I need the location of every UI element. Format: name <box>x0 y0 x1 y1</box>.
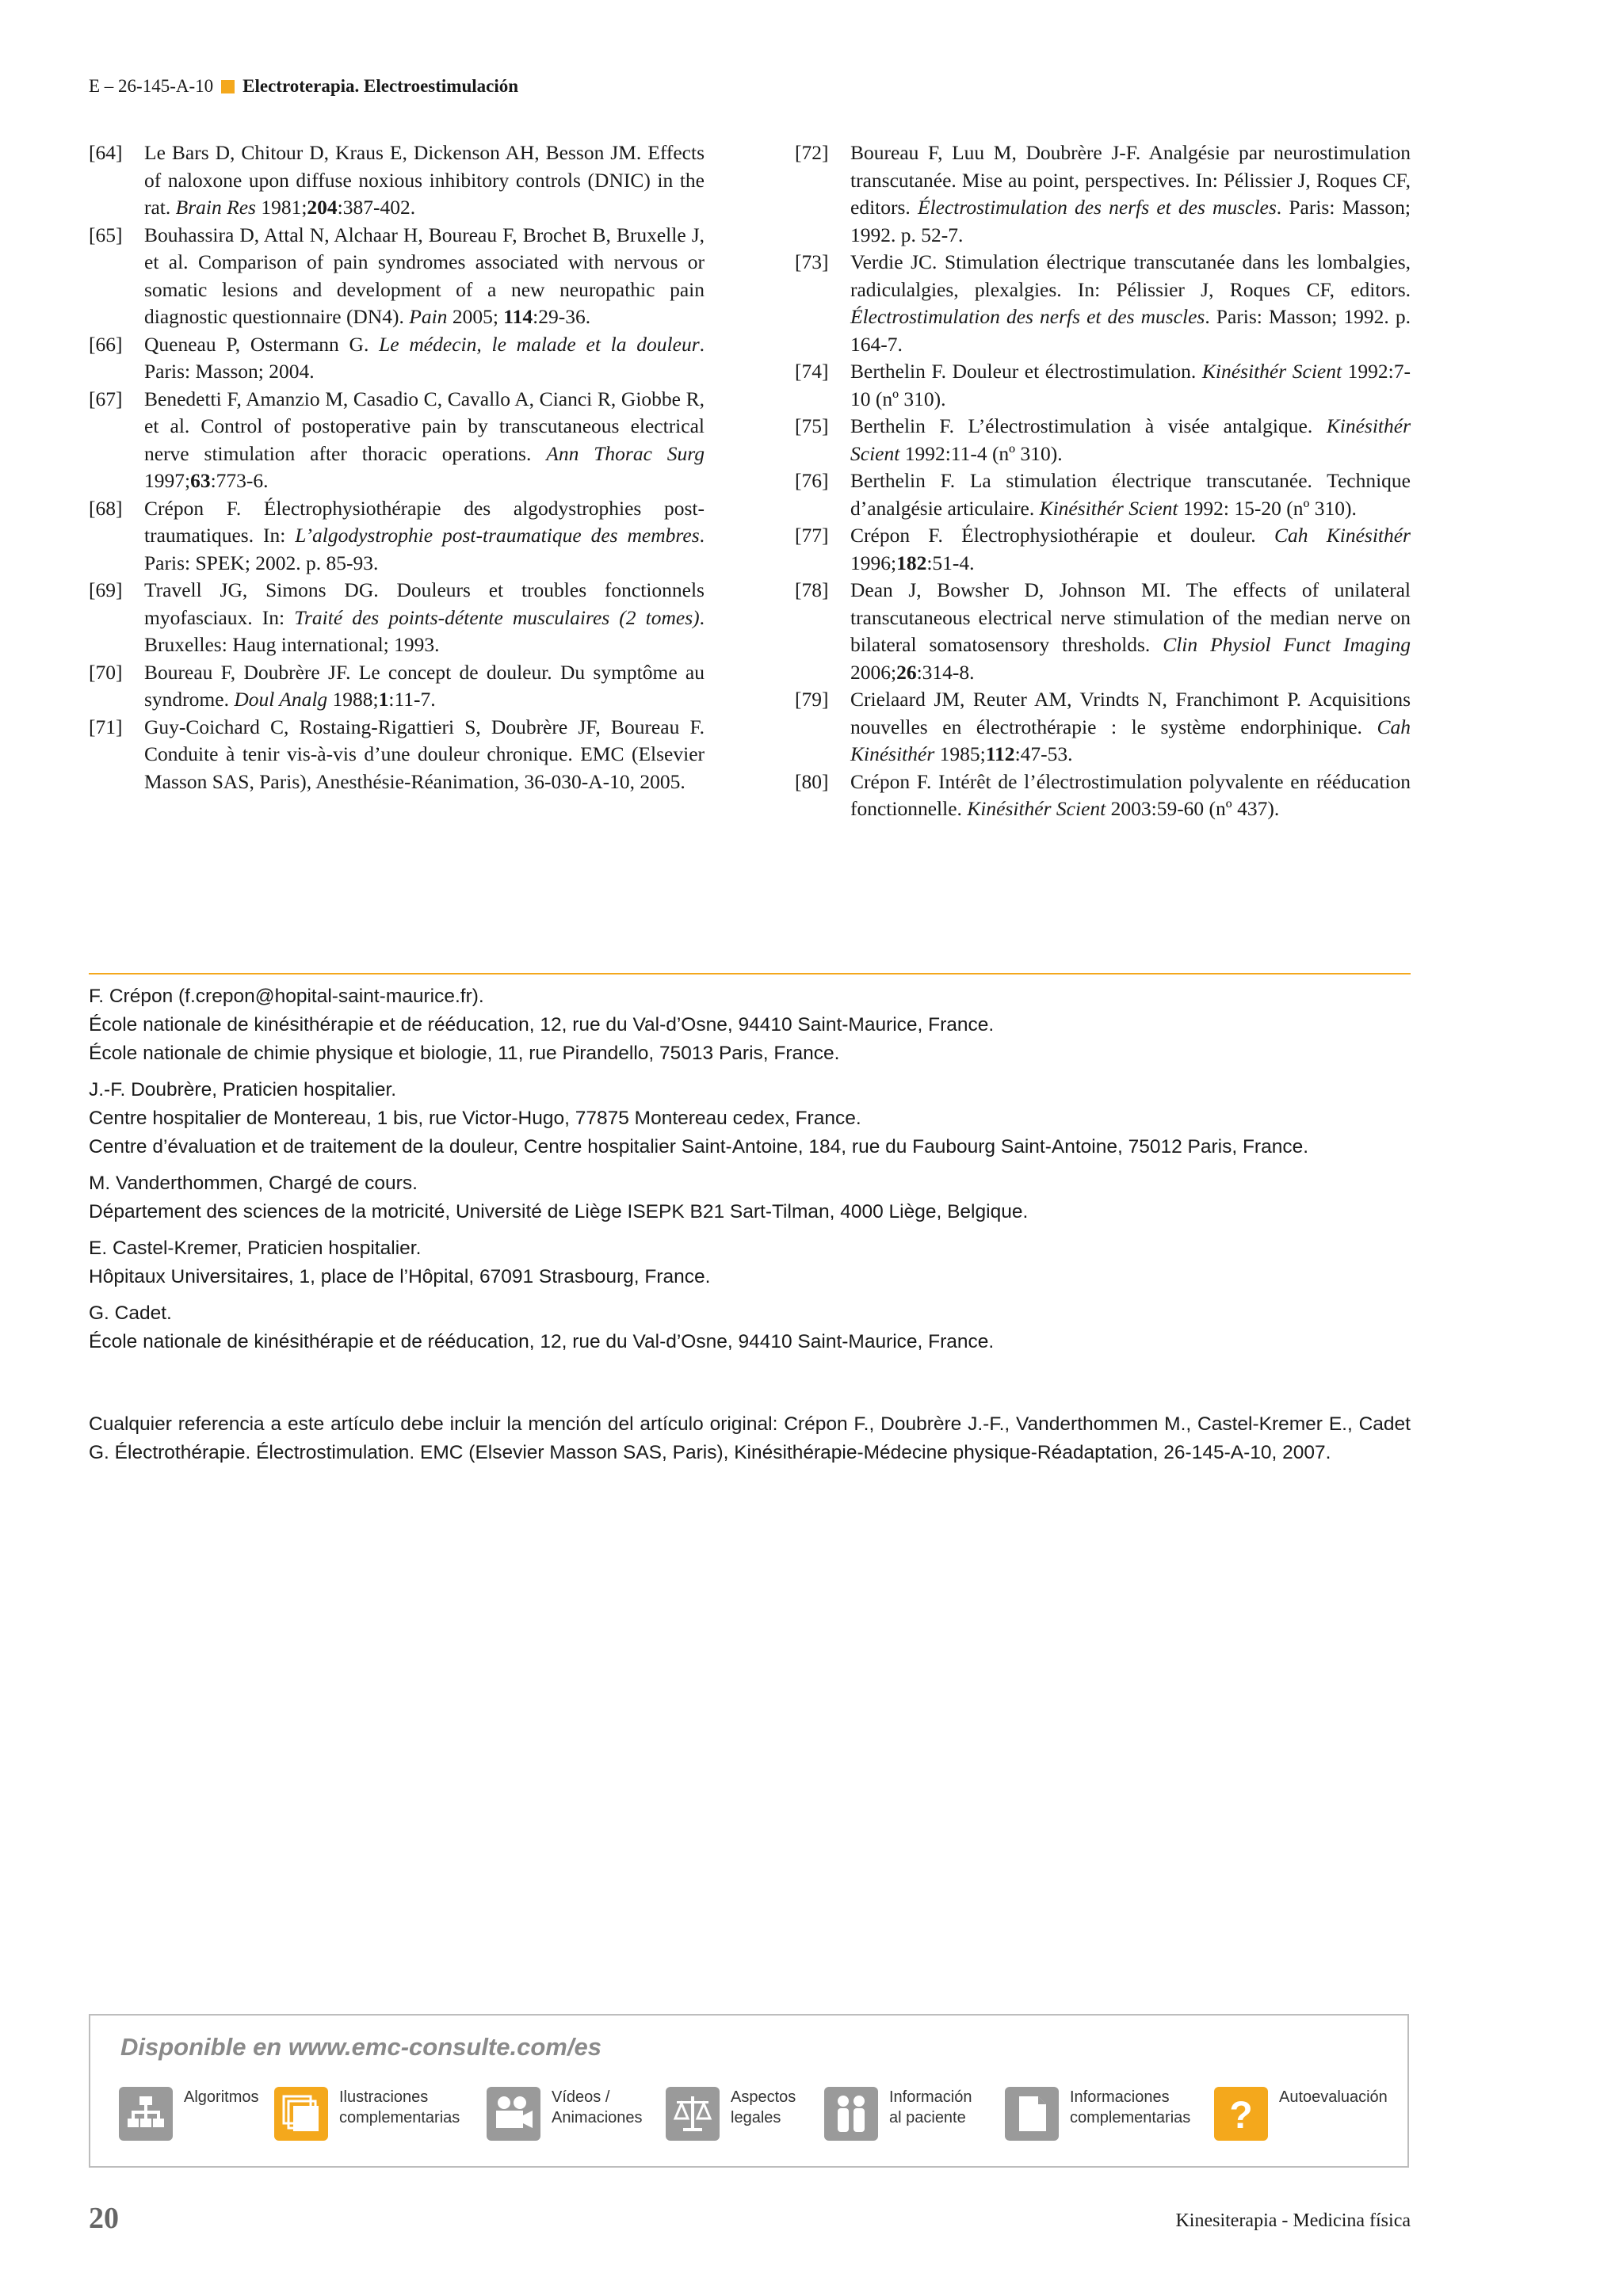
reference-item <box>89 386 705 495</box>
document-icon <box>1005 2087 1059 2141</box>
reference-number: [64] <box>89 141 123 164</box>
legal-scales-icon <box>666 2087 720 2141</box>
affiliations-rule <box>89 973 1411 974</box>
emc-item-label: Algoritmos <box>184 2088 259 2106</box>
reference-item <box>89 139 705 222</box>
reference-text: Guy-Coichard C, Rostaing-Rigattieri S, Doubrère JF, Boureau F. Conduite à tenir vis-à-vis d’une douleur chronique. EMC (Elsevier Masson SAS, Paris), Anesthésie-Réanimation, 36-030-A-10, 2005. <box>144 715 705 793</box>
emc-consulte-box <box>89 2014 1409 2168</box>
emc-item[interactable] <box>274 2087 460 2141</box>
reference-number: [68] <box>89 496 123 520</box>
page-number: 20 <box>89 2202 119 2235</box>
emc-item[interactable] <box>1214 2087 1388 2141</box>
algorithm-icon <box>119 2087 173 2141</box>
reference-item <box>89 659 705 714</box>
references-right-column <box>795 139 1411 823</box>
emc-item-label: Autoevaluación <box>1279 2088 1388 2106</box>
reference-text: Benedetti F, Amanzio M, Casadio C, Cavallo A, Cianci R, Giobbe R, et al. Control of postoperative pain by transcutaneous electrical nerve stimulation after thoracic operations. Ann Thorac Surg 1997;63:773-6. <box>144 387 705 492</box>
svg-text:?: ? <box>1229 2095 1253 2134</box>
emc-item-label: Información al paciente <box>889 2088 972 2126</box>
emc-item[interactable] <box>1005 2087 1190 2141</box>
reference-item <box>795 249 1411 358</box>
emc-item-label: Informaciones complementarias <box>1070 2088 1191 2126</box>
address-line: École nationale de kinésithérapie et de rééducation, 12, rue du Val-d’Osne, 94410 Saint-Maurice, France. <box>89 1331 995 1352</box>
affiliation-group <box>89 1169 1411 1226</box>
reference-item <box>795 522 1411 577</box>
reference-item <box>795 358 1411 413</box>
reference-item <box>795 686 1411 769</box>
affiliation-group <box>89 1234 1411 1291</box>
reference-item <box>795 577 1411 686</box>
reference-item <box>795 139 1411 249</box>
reference-text: Crépon F. Intérêt de l’électrostimulation polyvalente en rééducation fonctionnelle. Kinésithér Scient 2003:59-60 (nº 437). <box>850 769 1411 820</box>
accent-square <box>221 80 235 93</box>
reference-item <box>795 467 1411 522</box>
reference-item <box>89 495 705 578</box>
emc-item[interactable] <box>666 2087 796 2141</box>
running-head <box>89 76 518 97</box>
author-line: J.-F. Doubrère, Praticien hospitalier. <box>89 1079 397 1100</box>
footer-journal: Kinesiterapia - Medicina física <box>1175 2210 1411 2231</box>
reference-text: Verdie JC. Stimulation électrique transcutanée dans les lombalgies, radiculalgies, plexalgies. In: Pélissier J, Roques CF, editors. Électrostimulation des nerfs et des muscles. Paris: Masson; 1992. p. 164-7. <box>850 250 1411 356</box>
emc-box-title[interactable]: Disponible en www.emc-consulte.com/es <box>120 2033 601 2061</box>
video-icon <box>487 2087 540 2141</box>
reference-text: Crépon F. Électrophysiothérapie et douleur. Cah Kinésithér 1996;182:51-4. <box>850 524 1411 574</box>
citation-note: Cualquier referencia a este artículo debe incluir la mención del artículo original: Crépon F., Doubrère J.-F., Vanderthommen M., Castel-Kremer E., Cadet G. Électrothérapie. Électrostimulation. EMC (Elsevier Masson SAS, Paris), Kinésithérapie-Médecine physique-Réadaptation, 26-145-A-10, 2007. <box>89 1413 1411 1463</box>
address-line: Centre hospitalier de Montereau, 1 bis, rue Victor-Hugo, 77875 Montereau cedex, France. <box>89 1108 861 1129</box>
author-line: F. Crépon (f.crepon@hopital-saint-maurice.fr). <box>89 986 484 1007</box>
emc-item[interactable] <box>119 2087 258 2141</box>
reference-text: Crielaard JM, Reuter AM, Vrindts N, Franchimont P. Acquisitions nouvelles en électrothérapie : le système endorphinique. Cah Kinésithér 1985;112:47-53. <box>850 688 1411 765</box>
reference-text: Boureau F, Luu M, Doubrère J-F. Analgésie par neurostimulation transcutanée. Mise au point, perspectives. In: Pélissier J, Roques CF, editors. Électrostimulation des nerfs et des muscles. Paris: Masson; 1992. p. 52-7. <box>850 141 1411 246</box>
reference-number: [79] <box>795 688 829 711</box>
emc-item-label: Aspectos legales <box>731 2088 796 2126</box>
reference-number: [66] <box>89 332 123 356</box>
address-line: Centre d’évaluation et de traitement de la douleur, Centre hospitalier Saint-Antoine, 184, rue du Faubourg Saint-Antoine, 75012 Paris, France. <box>89 1136 1309 1158</box>
emc-item[interactable] <box>487 2087 643 2141</box>
reference-number: [67] <box>89 387 123 410</box>
address-line: Département des sciences de la motricité, Université de Liège ISEPK B21 Sart-Tilman, 4000 Liège, Belgique. <box>89 1201 1029 1222</box>
patient-info-icon <box>824 2087 878 2141</box>
affiliation-group <box>89 982 1411 1068</box>
reference-number: [76] <box>795 469 829 492</box>
affiliation-group <box>89 1076 1411 1161</box>
reference-number: [70] <box>89 660 123 684</box>
article-code: E – 26-145-A-10 <box>89 76 214 96</box>
author-line: E. Castel-Kremer, Praticien hospitalier. <box>89 1238 422 1259</box>
reference-item <box>89 577 705 659</box>
reference-number: [78] <box>795 578 829 601</box>
reference-text: Berthelin F. L’électrostimulation à visée antalgique. Kinésithér Scient 1992:11-4 (nº 310). <box>850 414 1411 465</box>
reference-text: Travell JG, Simons DG. Douleurs et troubles fonctionnels myofasciaux. In: Traité des points-détente musculaires (2 tomes). Bruxelles: Haug international; 1993. <box>144 578 705 656</box>
reference-text: Bouhassira D, Attal N, Alchaar H, Boureau F, Brochet B, Bruxelle J, et al. Comparison of pain syndromes associated with nervous or somatic lesions and development of a new neuropathic pain diagnostic questionnaire (DN4). Pain 2005; 114:29-36. <box>144 223 705 328</box>
address-line: École nationale de chimie physique et biologie, 11, rue Pirandello, 75013 Paris, France. <box>89 1043 840 1064</box>
reference-number: [69] <box>89 578 123 601</box>
question-icon <box>1214 2087 1268 2141</box>
affiliations <box>89 982 1411 1364</box>
reference-text: Le Bars D, Chitour D, Kraus E, Dickenson AH, Besson JM. Effects of naloxone upon diffuse noxious inhibitory controls (DNIC) in the rat. Brain Res 1981;204:387-402. <box>144 141 705 219</box>
reference-text: Crépon F. Électrophysiothérapie des algodystrophies post-traumatiques. In: L’algodystrophie post-traumatique des membres. Paris: SPEK; 2002. p. 85-93. <box>144 496 705 574</box>
address-line: Hôpitaux Universitaires, 1, place de l’Hôpital, 67091 Strasbourg, France. <box>89 1266 711 1287</box>
reference-number: [74] <box>795 360 829 383</box>
reference-number: [72] <box>795 141 829 164</box>
reference-text: Queneau P, Ostermann G. Le médecin, le malade et la douleur. Paris: Masson; 2004. <box>144 332 705 383</box>
reference-number: [80] <box>795 769 829 793</box>
reference-number: [73] <box>795 250 829 273</box>
author-line: G. Cadet. <box>89 1302 172 1324</box>
illustrations-icon <box>274 2087 328 2141</box>
emc-item[interactable] <box>824 2087 972 2141</box>
reference-text: Berthelin F. La stimulation électrique transcutanée. Technique d’analgésie articulaire. Kinésithér Scient 1992: 15-20 (nº 310). <box>850 469 1411 520</box>
address-line: École nationale de kinésithérapie et de rééducation, 12, rue du Val-d’Osne, 94410 Saint-Maurice, France. <box>89 1014 995 1035</box>
emc-item-label: Vídeos / Animaciones <box>552 2088 643 2126</box>
author-line: M. Vanderthommen, Chargé de cours. <box>89 1173 418 1194</box>
section-title: Electroterapia. Electroestimulación <box>242 76 519 96</box>
reference-item <box>795 413 1411 467</box>
reference-item <box>89 331 705 386</box>
reference-number: [77] <box>795 524 829 547</box>
affiliation-group <box>89 1299 1411 1356</box>
reference-text: Boureau F, Doubrère JF. Le concept de douleur. Du symptôme au syndrome. Doul Analg 1988;1:11-7. <box>144 660 705 711</box>
reference-item <box>795 769 1411 823</box>
reference-text: Berthelin F. Douleur et électrostimulation. Kinésithér Scient 1992:7-10 (nº 310). <box>850 360 1411 410</box>
references-left-column <box>89 139 705 795</box>
reference-text: Dean J, Bowsher D, Johnson MI. The effects of unilateral transcutaneous electrical nerve stimulation of the median nerve on bilateral somatosensory thresholds. Clin Physiol Funct Imaging 2006;26:314-8. <box>850 578 1411 684</box>
emc-item-label: Ilustraciones complementarias <box>339 2088 460 2126</box>
reference-item <box>89 222 705 331</box>
reference-number: [71] <box>89 715 123 738</box>
reference-item <box>89 714 705 796</box>
reference-number: [75] <box>795 414 829 437</box>
reference-number: [65] <box>89 223 123 246</box>
